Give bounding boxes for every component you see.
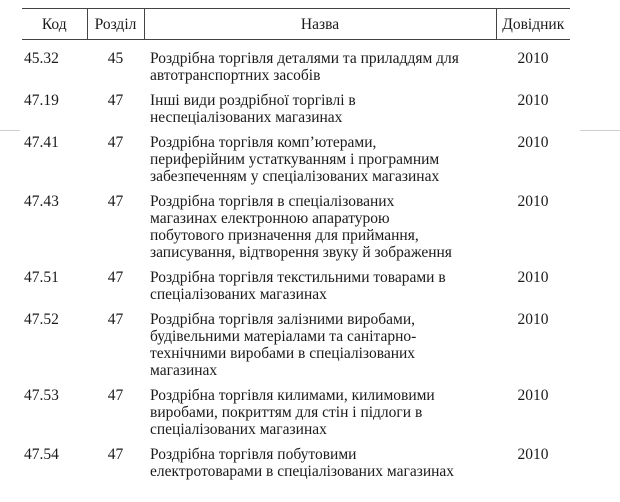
cell-code: 47.41	[24, 134, 59, 151]
cell-name	[144, 379, 496, 438]
name-line: технічними виробами в спеціалізованих	[150, 345, 416, 362]
cell-code: 47.51	[24, 269, 59, 286]
name-line: Роздрібна торгівля залізними виробами,	[150, 311, 416, 328]
cell-code: 47.19	[24, 92, 59, 109]
name-line: Роздрібна торгівля в спеціалізованих	[150, 193, 395, 210]
table-row	[22, 303, 570, 379]
table-row	[22, 126, 570, 185]
cell-section: 47	[107, 92, 124, 109]
name-line: забезпеченням у спеціалізованих магазинах	[150, 168, 440, 185]
table-row	[22, 84, 570, 126]
name-line: магазинах	[150, 362, 218, 379]
table-row	[22, 379, 570, 438]
cell-reference: 2010	[517, 311, 549, 328]
cell-reference: 2010	[517, 134, 549, 151]
cell-section: 45	[107, 50, 124, 67]
page-divider-right	[580, 130, 620, 131]
cell-reference: 2010	[517, 92, 549, 109]
name-line: записування, відтворення звуку й зображення	[150, 244, 452, 261]
name-line: автотранспортних засобів	[150, 67, 321, 84]
cell-section: 47	[107, 269, 124, 286]
activity-codes-table	[22, 8, 570, 480]
name-line: електротоварами в спеціалізованих магазинах	[150, 463, 455, 480]
cell-code: 47.53	[24, 387, 59, 404]
table-row	[22, 185, 570, 261]
name-line: Роздрібна торгівля комп’ютерами,	[150, 134, 377, 151]
cell-section: 47	[107, 193, 124, 210]
name-line: магазинах електронною апаратурою	[150, 210, 390, 227]
name-line: побутового призначення для приймання,	[150, 227, 419, 244]
table-body	[22, 40, 570, 481]
cell-reference: 2010	[517, 50, 549, 67]
name-line: будівельними матеріалами та санітарно-	[150, 328, 417, 345]
table-header-row	[22, 9, 570, 40]
table-row	[22, 438, 570, 480]
cell-section: 47	[107, 134, 124, 151]
cell-code: 45.32	[24, 50, 59, 67]
table-row	[22, 40, 570, 85]
cell-reference: 2010	[517, 387, 549, 404]
name-line: Інші види роздрібної торгівлі в	[150, 92, 356, 109]
cell-name	[144, 40, 496, 85]
name-line: Роздрібна торгівля деталями та приладдям для	[150, 50, 459, 67]
name-line: неспеціалізованих магазинах	[150, 109, 343, 126]
name-line: спеціалізованих магазинах	[150, 286, 327, 303]
name-line: периферійним устаткуванням і програмним	[150, 151, 440, 168]
header-code: Код	[22, 9, 87, 40]
cell-section: 47	[107, 387, 124, 404]
header-section: Розділ	[87, 9, 144, 40]
name-line: Роздрібна торгівля текстильними товарами в	[150, 269, 446, 286]
cell-name	[144, 84, 496, 126]
name-line: виробами, покриттям для стін і підлоги в	[150, 404, 423, 421]
cell-section: 47	[107, 311, 124, 328]
name-line: спеціалізованих магазинах	[150, 421, 327, 438]
cell-section: 47	[107, 446, 124, 463]
name-line: Роздрібна торгівля килимами, килимовими	[150, 387, 435, 404]
cell-name	[144, 303, 496, 379]
cell-code: 47.43	[24, 193, 59, 210]
cell-reference: 2010	[517, 269, 549, 286]
header-reference: Довідник	[496, 9, 570, 40]
cell-name	[144, 185, 496, 261]
cell-code: 47.54	[24, 446, 59, 463]
cell-name	[144, 126, 496, 185]
name-line: Роздрібна торгівля побутовими	[150, 446, 357, 463]
table-row	[22, 261, 570, 303]
page-divider-left	[0, 130, 20, 131]
header-name: Назва	[144, 9, 496, 40]
cell-code: 47.52	[24, 311, 59, 328]
cell-name	[144, 261, 496, 303]
cell-reference: 2010	[517, 446, 549, 463]
cell-name	[144, 438, 496, 480]
cell-reference: 2010	[517, 193, 549, 210]
